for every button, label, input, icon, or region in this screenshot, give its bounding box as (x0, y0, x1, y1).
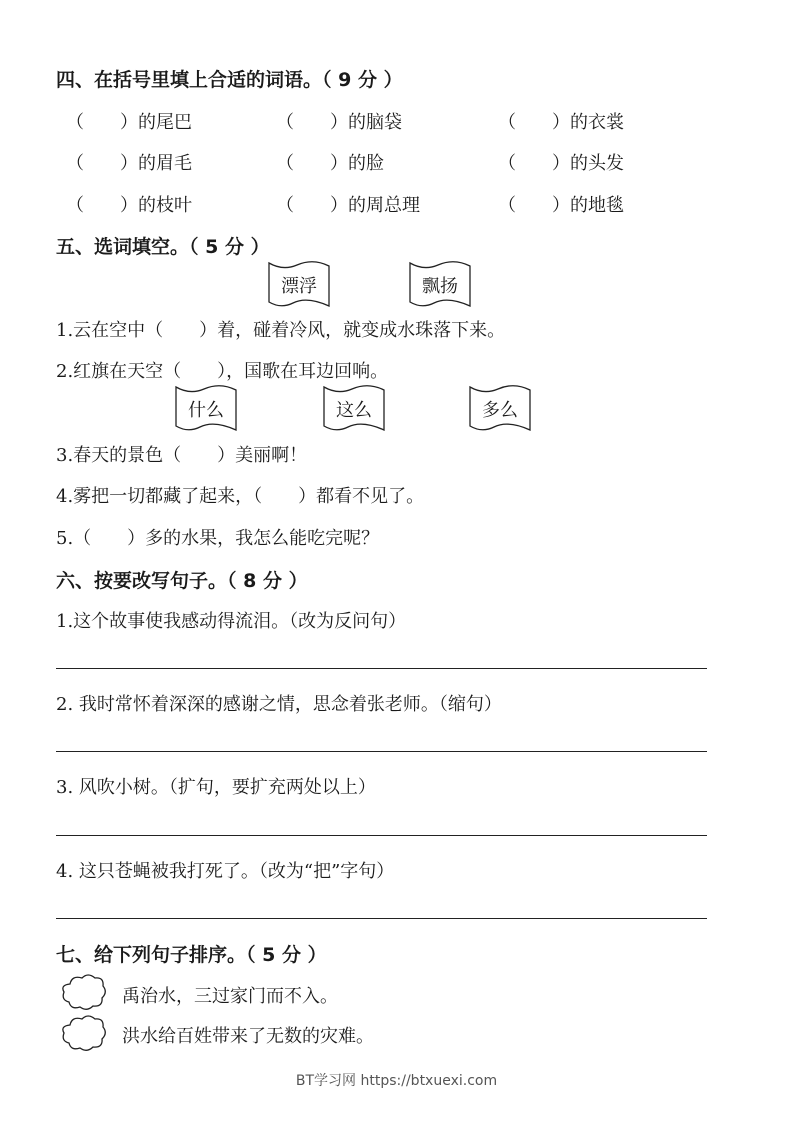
flag-word: 这么 (336, 400, 372, 421)
question-line: 1.这个故事使我感动得流泪。（改为反问句） (56, 611, 407, 632)
question-line: 3. 风吹小树。（扩句，要扩充两处以上） (56, 777, 376, 798)
order-box[interactable] (60, 972, 108, 1012)
fill-item: （ ）的周总理 (276, 195, 420, 216)
section-7-heading: 七、给下列句子排序。（ 5 分 ） (56, 944, 327, 966)
flag-word: 飘扬 (422, 276, 458, 297)
question-line: 5.（ ）多的水果，我怎么能吃完呢？ (56, 528, 380, 549)
order-box[interactable] (60, 1013, 108, 1053)
question-line: 4. 这只苍蝇被我打死了。（改为“把”字句） (56, 861, 395, 882)
section-4-heading: 四、在括号里填上合适的词语。（ 9 分 ） (56, 69, 403, 91)
flag-word: 漂浮 (281, 276, 317, 297)
footer-watermark: BT学习网 https://btxuexi.com (295, 1073, 498, 1089)
cloud-icon (60, 972, 108, 1012)
word-flag (322, 384, 386, 432)
answer-line[interactable] (56, 751, 707, 752)
section-6-heading: 六、按要改写句子。（ 8 分 ） (56, 570, 308, 592)
fill-item: （ ）的头发 (498, 153, 624, 174)
fill-item: （ ）的尾巴 (66, 112, 192, 133)
fill-item: （ ）的脑袋 (276, 112, 402, 133)
answer-line[interactable] (56, 668, 707, 669)
word-flag (174, 384, 238, 432)
fill-item: （ ）的脸 (276, 153, 384, 174)
flag-word: 什么 (188, 400, 224, 421)
sentence-item: 禹治水，三过家门而不入。 (122, 986, 338, 1007)
section-5-heading: 五、选词填空。（ 5 分 ） (56, 236, 270, 258)
flag-word: 多么 (482, 400, 518, 421)
sentence-item: 洪水给百姓带来了无数的灾难。 (122, 1026, 374, 1047)
word-flag (267, 260, 331, 308)
fill-item: （ ）的地毯 (498, 195, 624, 216)
word-flag (468, 384, 532, 432)
question-line: 3.春天的景色（ ）美丽啊！ (56, 445, 308, 466)
fill-item: （ ）的眉毛 (66, 153, 192, 174)
cloud-icon (60, 1013, 108, 1053)
answer-line[interactable] (56, 835, 707, 836)
question-line: 1.云在空中（ ）着，碰着冷风，就变成水珠落下来。 (56, 320, 506, 341)
fill-item: （ ）的衣裳 (498, 112, 624, 133)
answer-line[interactable] (56, 918, 707, 919)
question-line: 4.雾把一切都藏了起来，（ ）都看不见了。 (56, 486, 425, 507)
fill-item: （ ）的枝叶 (66, 195, 192, 216)
question-line: 2. 我时常怀着深深的感谢之情，思念着张老师。（缩句） (56, 694, 502, 715)
word-flag (408, 260, 472, 308)
question-line: 2.红旗在天空（ ），国歌在耳边回响。 (56, 361, 389, 382)
